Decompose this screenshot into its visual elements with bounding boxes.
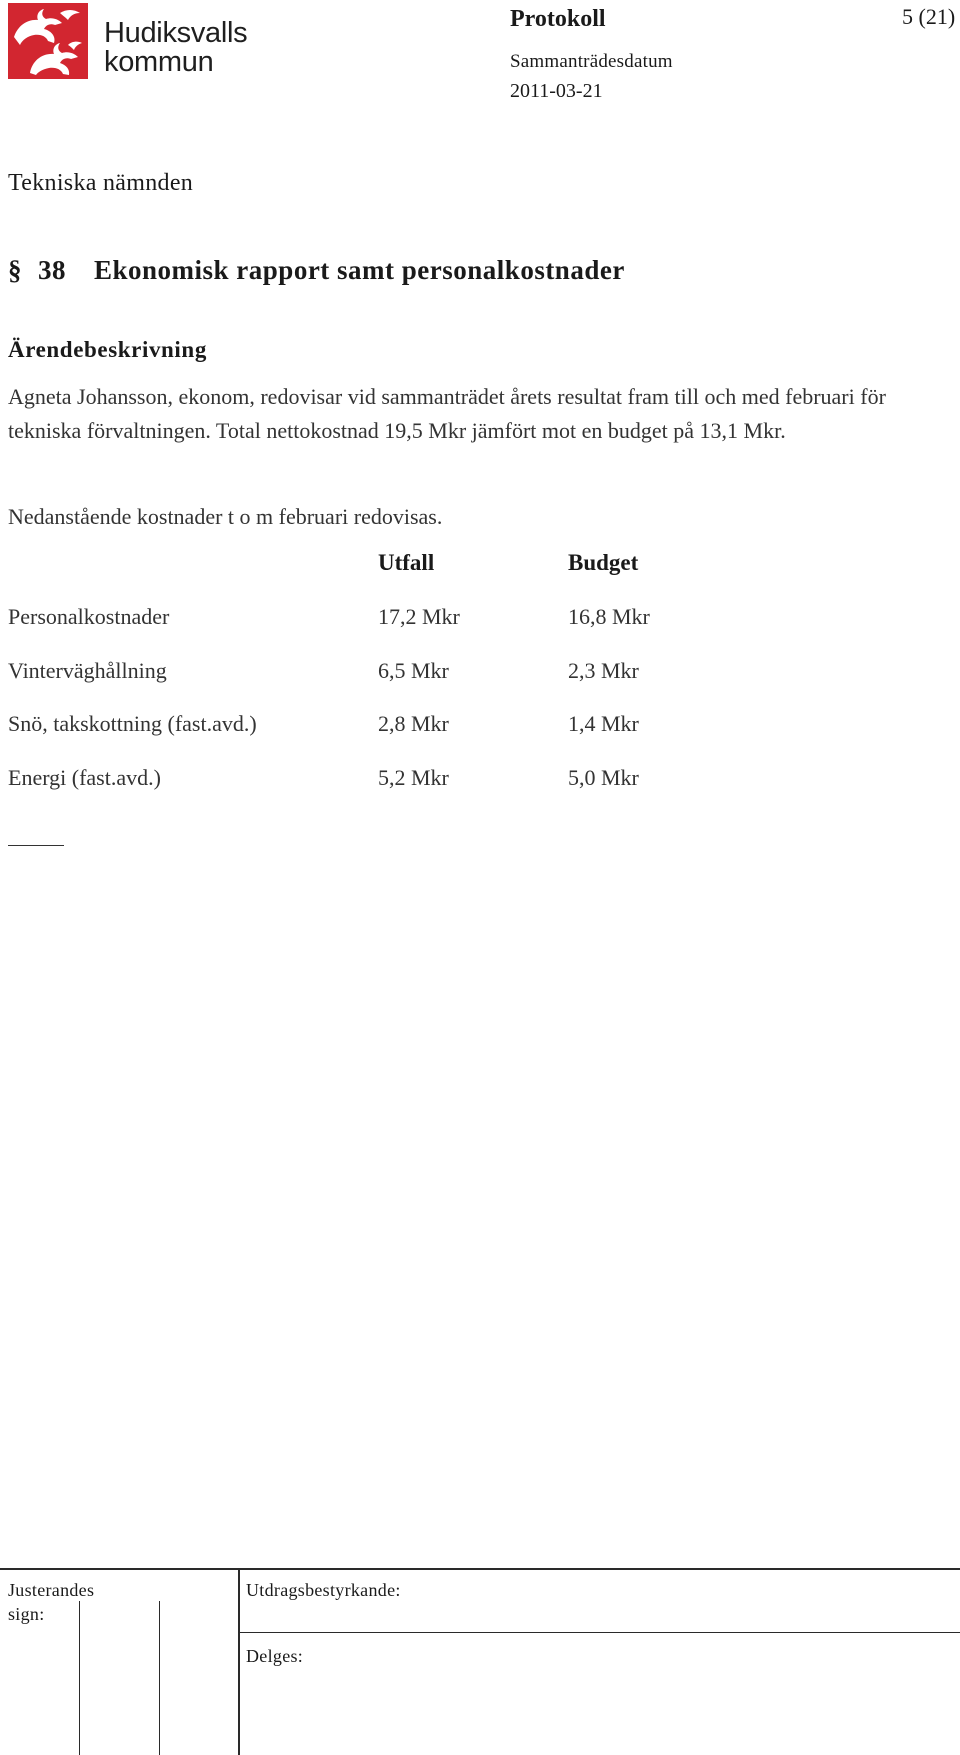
cost-budget: 16,8 Mkr	[568, 604, 650, 629]
cost-item: Energi (fast.avd.)	[8, 765, 161, 790]
signature-box-divider-2	[159, 1601, 160, 1755]
committee-name: Tekniska nämnden	[8, 170, 194, 196]
goat-emblem-icon	[8, 3, 88, 79]
footer-row-divider	[238, 1632, 960, 1633]
meeting-date-label: Sammanträdesdatum	[510, 51, 673, 72]
delges-label: Delges:	[246, 1646, 304, 1666]
justerandes-sign-label: Justerandes sign:	[8, 1580, 95, 1624]
cost-budget: 1,4 Mkr	[568, 711, 639, 736]
document-type: Protokoll	[510, 6, 606, 32]
section-title	[8, 255, 625, 286]
logo-wordmark	[104, 19, 247, 77]
paragraph-symbol: §	[8, 255, 22, 285]
cost-item: Personalkostnader	[8, 604, 170, 629]
separator-rule	[8, 845, 64, 846]
footer-top-border	[0, 1568, 960, 1570]
description-heading: Ärendebeskrivning	[8, 337, 207, 362]
cost-utfall: 17,2 Mkr	[378, 604, 460, 629]
description-paragraph: Agneta Johansson, ekonom, redovisar vid sammanträdet årets resultat fram till och med februari för tekniska förvaltningen. Total nettokostnad 19,5 Mkr jämfört mot en budget på 13,1 Mkr.	[8, 384, 886, 443]
section-title-text: Ekonomisk rapport samt personalkostnader	[94, 255, 625, 285]
logo-line-2: kommun	[104, 46, 214, 78]
cost-utfall: 6,5 Mkr	[378, 658, 449, 683]
cost-budget: 5,0 Mkr	[568, 765, 639, 790]
utdragsbestyrkande-label: Utdragsbestyrkande:	[246, 1580, 401, 1600]
hudiksvall-logo	[8, 3, 248, 79]
intro-paragraph: Nedanstående kostnader t o m februari redovisas.	[8, 504, 443, 529]
signature-block	[0, 1568, 960, 1755]
cost-item: Snö, takskottning (fast.avd.)	[8, 711, 257, 736]
column-header-utfall: Utfall	[378, 550, 435, 575]
cost-utfall: 2,8 Mkr	[378, 711, 449, 736]
page-number: 5 (21)	[902, 4, 956, 29]
footer-column-divider	[238, 1568, 240, 1755]
cost-item: Vinterväghållning	[8, 658, 167, 683]
cost-budget: 2,3 Mkr	[568, 658, 639, 683]
logo-line-1: Hudiksvalls	[104, 17, 248, 49]
section-number: 38	[38, 255, 66, 285]
column-header-budget: Budget	[568, 550, 639, 575]
cost-utfall: 5,2 Mkr	[378, 765, 449, 790]
meeting-date-value: 2011-03-21	[510, 80, 603, 102]
